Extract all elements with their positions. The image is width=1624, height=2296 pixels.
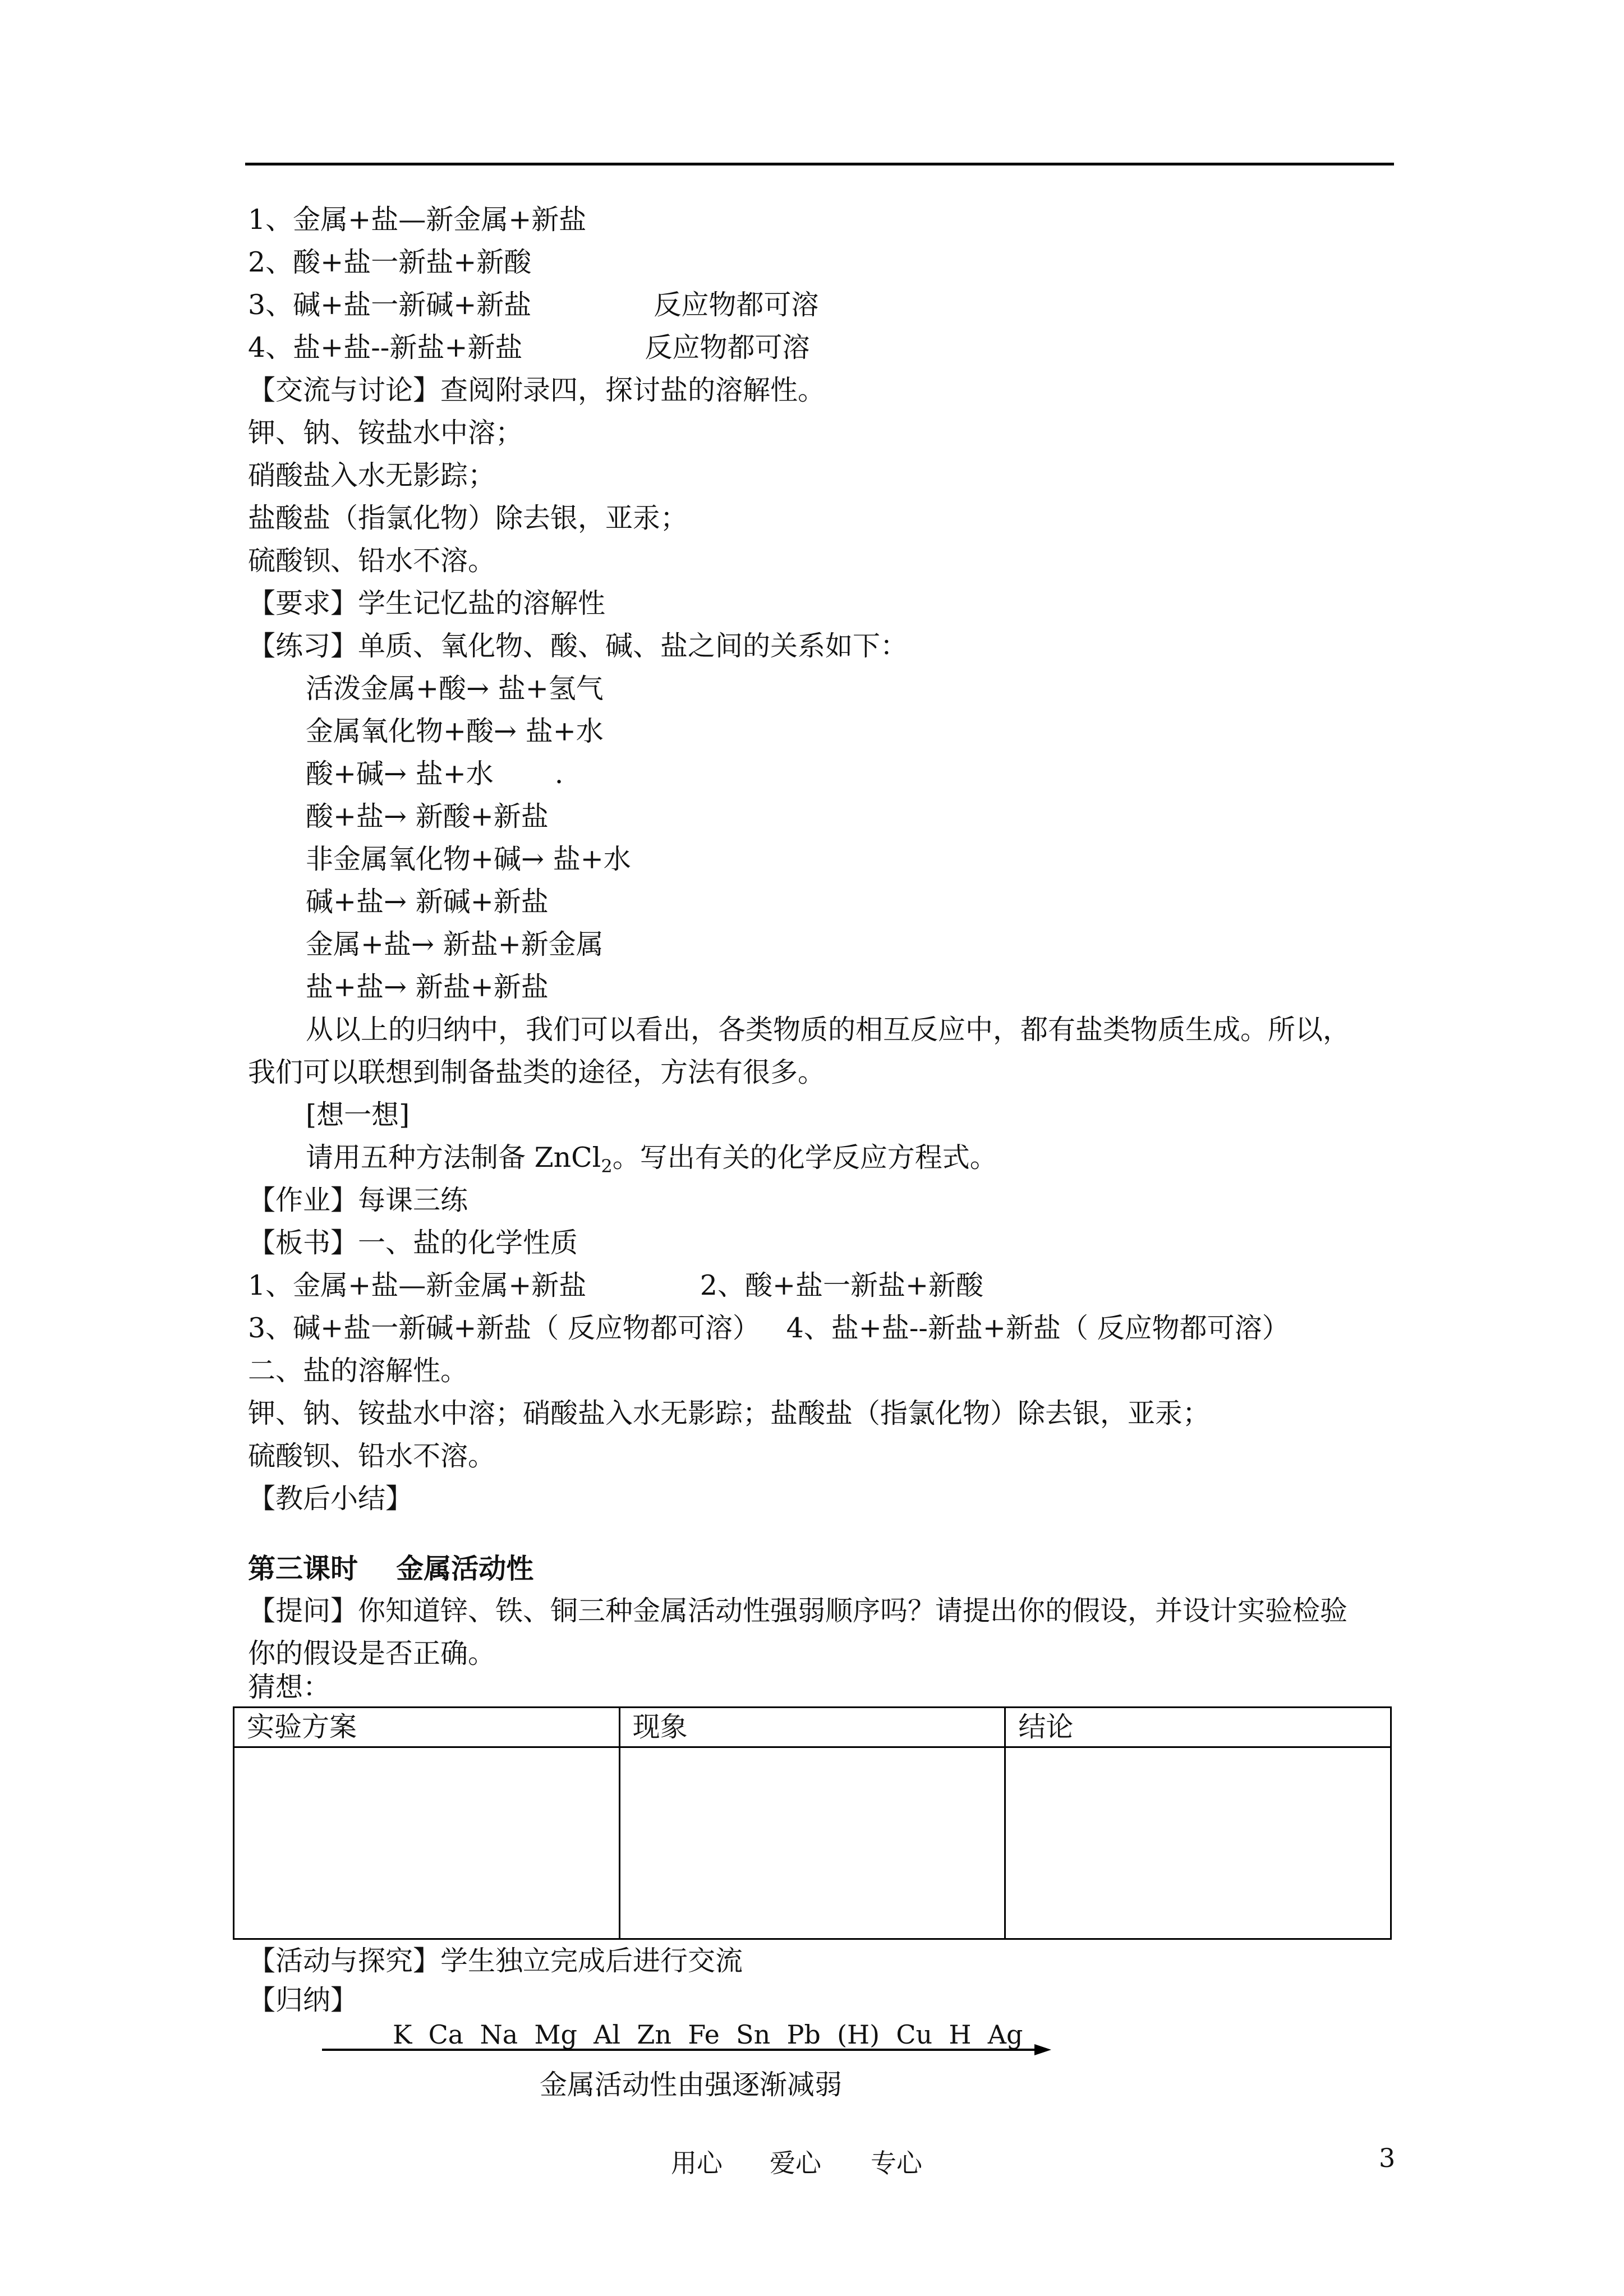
relation-line: 盐+盐→ 新盐+新盐 bbox=[306, 971, 549, 1003]
table-header-cell: 结论 bbox=[1005, 1708, 1391, 1747]
section-title: 第三课时 金属活动性 bbox=[248, 1552, 534, 1585]
experiment-table bbox=[233, 1706, 1392, 1940]
footer-word: 爱心 bbox=[770, 2148, 821, 2178]
reaction-line-1: 1、金属+盐—新金属+新盐 bbox=[248, 204, 587, 236]
think-tail: 。写出有关的化学反应方程式。 bbox=[612, 1142, 997, 1174]
table-cell-empty bbox=[619, 1747, 1005, 1939]
board-line: 钾、钠、铵盐水中溶；硝酸盐入水无影踪；盐酸盐（指氯化物）除去银，亚汞； bbox=[248, 1397, 1211, 1429]
think-title: [想一想] bbox=[306, 1099, 410, 1131]
board-line: 【教后小结】 bbox=[248, 1483, 413, 1515]
exercise-line: 【练习】单质、氧化物、酸、碱、盐之间的关系如下： bbox=[248, 630, 908, 662]
homework-line: 【作业】每课三练 bbox=[248, 1184, 468, 1216]
relation-line: 酸+盐→ 新酸+新盐 bbox=[306, 800, 549, 832]
requirement-line: 【要求】学生记忆盐的溶解性 bbox=[248, 587, 606, 619]
summary-paragraph-line-2: 我们可以联想到制备盐类的途径，方法有很多。 bbox=[248, 1056, 826, 1088]
table-cell-empty bbox=[1005, 1747, 1391, 1939]
table-header-row bbox=[234, 1708, 1391, 1747]
relation-line: 金属+盐→ 新盐+新金属 bbox=[306, 928, 604, 960]
board-line: 1、金属+盐—新金属+新盐 2、酸+盐一新盐+新酸 bbox=[248, 1269, 984, 1301]
reaction-line-3: 3、碱+盐一新碱+新盐 反应物都可溶 bbox=[248, 289, 819, 321]
relation-line: 金属氧化物+酸→ 盐+水 bbox=[306, 715, 604, 747]
footer-word: 专心 bbox=[871, 2148, 922, 2178]
activity-arrow bbox=[322, 2043, 1051, 2056]
summary-paragraph-line-1: 从以上的归纳中，我们可以看出，各类物质的相互反应中，都有盐类物质生成。所以， bbox=[306, 1014, 1351, 1046]
think-text: 请用五种方法制备 ZnCl bbox=[306, 1142, 601, 1174]
reaction-line-2: 2、酸+盐一新盐+新酸 bbox=[248, 246, 532, 278]
relation-line: 活泼金属+酸→ 盐+氢气 bbox=[306, 673, 604, 705]
guess-label: 猜想： bbox=[248, 1671, 331, 1703]
metal-activity-series: K Ca Na Mg Al Zn Fe Sn Pb (H) Cu H Ag bbox=[393, 2019, 1023, 2050]
solubility-rule-1: 钾、钠、铵盐水中溶； bbox=[248, 417, 523, 449]
relation-line: 酸+碱→ 盐+水 . bbox=[306, 758, 564, 790]
induction-label: 【归纳】 bbox=[248, 1984, 358, 2016]
table-header-cell: 实验方案 bbox=[234, 1708, 620, 1747]
board-line: 硫酸钡、铅水不溶。 bbox=[248, 1440, 496, 1472]
solubility-rule-4: 硫酸钡、铅水不溶。 bbox=[248, 545, 496, 577]
board-line: 3、碱+盐一新碱+新盐（ 反应物都可溶） 4、盐+盐--新盐+新盐（ 反应物都可溶） bbox=[248, 1312, 1290, 1344]
header-rule bbox=[245, 163, 1394, 165]
reaction-line-4: 4、盐+盐--新盐+新盐 反应物都可溶 bbox=[248, 332, 810, 364]
relation-line: 非金属氧化物+碱→ 盐+水 bbox=[306, 843, 631, 875]
activity-line: 【活动与探究】学生独立完成后进行交流 bbox=[248, 1945, 743, 1977]
think-question bbox=[306, 1141, 997, 1183]
table-row bbox=[234, 1747, 1391, 1939]
solubility-rule-2: 硝酸盐入水无影踪； bbox=[248, 459, 496, 491]
page-number: 3 bbox=[1379, 2143, 1396, 2173]
table-cell-empty bbox=[234, 1747, 620, 1939]
table-header-cell: 现象 bbox=[619, 1708, 1005, 1747]
question-line-1: 【提问】你知道锌、铁、铜三种金属活动性强弱顺序吗？请提出你的假设，并设计实验检验 bbox=[248, 1595, 1348, 1627]
solubility-rule-3: 盐酸盐（指氯化物）除去银，亚汞； bbox=[248, 502, 688, 534]
formula-subscript: 2 bbox=[601, 1156, 613, 1177]
discussion-line: 【交流与讨论】查阅附录四，探讨盐的溶解性。 bbox=[248, 374, 826, 406]
activity-series-caption: 金属活动性由强逐渐减弱 bbox=[540, 2069, 843, 2101]
board-line: 【板书】一、盐的化学性质 bbox=[248, 1227, 578, 1259]
question-line-2: 你的假设是否正确。 bbox=[248, 1637, 496, 1669]
footer-word: 用心 bbox=[671, 2148, 723, 2178]
board-line: 二、盐的溶解性。 bbox=[248, 1355, 468, 1387]
relation-line: 碱+盐→ 新碱+新盐 bbox=[306, 886, 549, 918]
